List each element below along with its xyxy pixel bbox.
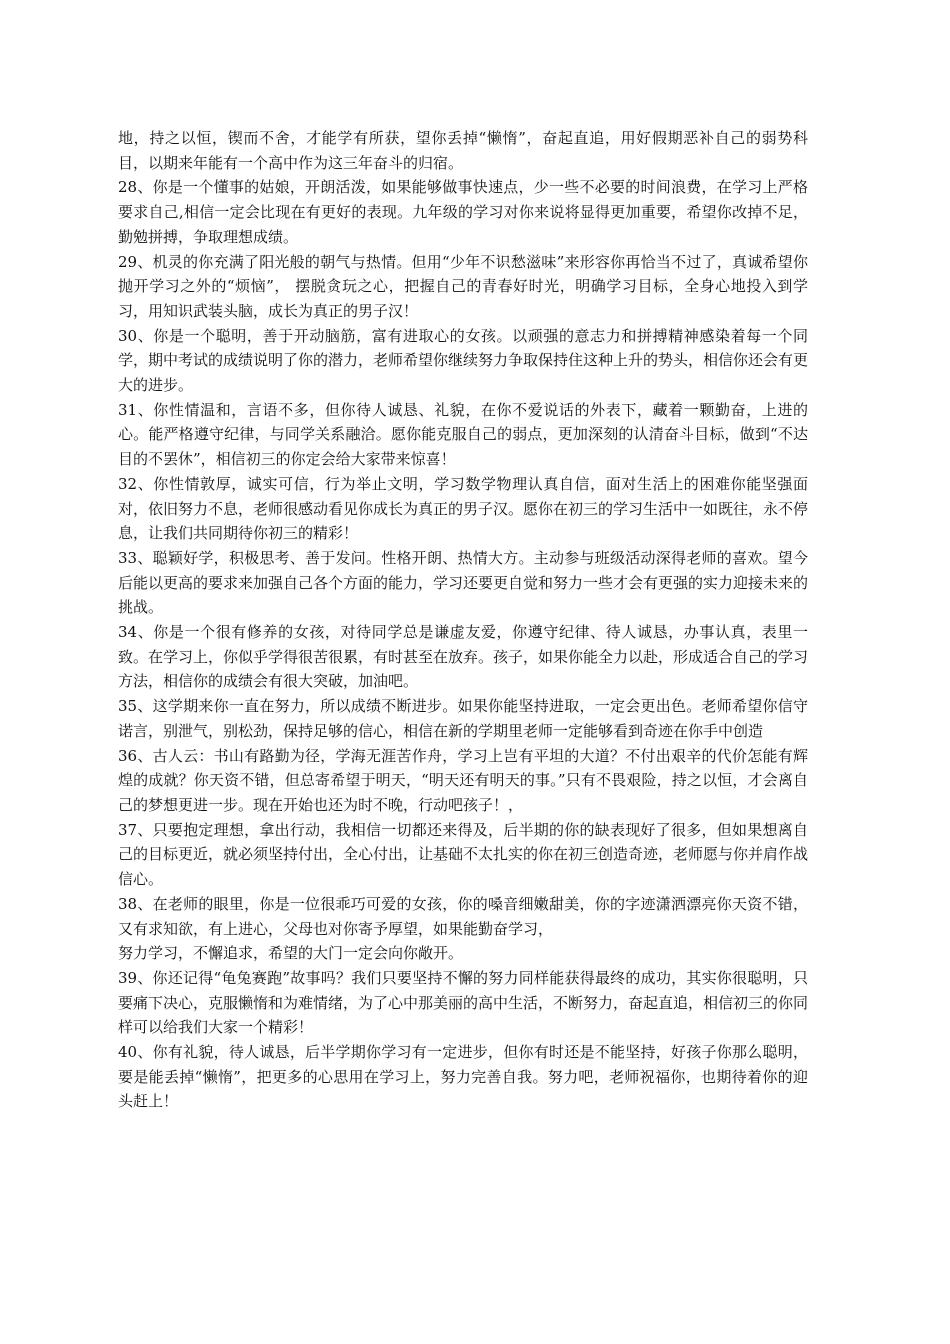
paragraph-29 bbox=[118, 250, 808, 324]
paragraph-line: 33、聪颖好学，积极思考、善于发问。性格开朗、热情大方。主动参与班级活动深得老师的喜欢。望今后能以更高的要求来加强自己各个方面的能力，学习还要更自觉和努力一些才会有更强的实力迎接未来的挑战。 bbox=[118, 548, 809, 617]
paragraph-line: 37、只要抱定理想，拿出行动，我相信一切都还来得及，后半期的你的缺表现好了很多，但如果想离自己的目标更近，就必须坚持付出，全心付出，让基础不太扎实的你在初三创造奇迹，老师愿与你并肩作战信心。 bbox=[118, 820, 809, 889]
paragraph-continuation bbox=[118, 126, 808, 175]
paragraph-40 bbox=[118, 1040, 808, 1114]
paragraph-line: 30、你是一个聪明，善于开动脑筋，富有进取心的女孩。以顽强的意志力和拼搏精神感染着每一个同学，期中考试的成绩说明了你的潜力，老师希望你继续努力争取保持住这种上升的势头，相信你还会有更大的进步。 bbox=[118, 326, 809, 395]
paragraph-line: 31、你性情温和，言语不多，但你待人诚恳、礼貌，在你不爱说话的外表下，藏着一颗勤奋，上进的心。能严格遵守纪律，与同学关系融洽。愿你能克服自己的弱点，更加深刻的认清奋斗目标，做到“不达目的不罢休”，相信初三的你定会给大家带来惊喜！ bbox=[118, 400, 808, 469]
paragraph-line: 39、你还记得“龟兔赛跑”故事吗？我们只要坚持不懈的努力同样能获得最终的成功，其实你很聪明，只要痛下决心，克服懒惰和为难情绪，为了心中那美丽的高中生活，不断努力，奋起直追，相信初三的你同样可以给我们大家一个精彩！ bbox=[118, 968, 809, 1037]
document-body bbox=[118, 126, 808, 1114]
paragraph-line: 努力学习，不懈追求，希望的大门一定会向你敞开。 bbox=[118, 944, 464, 963]
paragraph-line: 40、你有礼貌，待人诚恳，后半学期你学习有一定进步，但你有时还是不能坚持，好孩子你那么聪明，要是能丢掉“懒惰”，把更多的心思用在学习上，努力完善自我。努力吧，老师祝福你，也期待着你的迎头赶上！ bbox=[118, 1043, 808, 1111]
paragraph-30 bbox=[118, 324, 808, 398]
paragraph-32 bbox=[118, 472, 808, 546]
paragraph-36 bbox=[118, 744, 808, 818]
paragraph-line: 地，持之以恒，锲而不舍，才能学有所获，望你丢掉“懒惰”，奋起直追，用好假期恶补自己的弱势科目，以期来年能有一个高中作为这三年奋斗的归宿。 bbox=[118, 129, 808, 172]
paragraph-line: 38、在老师的眼里，你是一位很乖巧可爱的女孩，你的嗓音细嫩甜美，你的字迹潇洒漂亮你天资不错，又有求知欲，有上进心，父母也对你寄予厚望，如果能勤奋学习， bbox=[118, 894, 808, 938]
paragraph-33 bbox=[118, 546, 808, 620]
paragraph-line: 36、古人云：书山有路勤为径，学海无涯苦作舟，学习上岂有平坦的大道？不付出艰辛的代价怎能有辉煌的成就？你天资不错，但总寄希望于明天，“明天还有明天的事。”只有不畏艰险，持之以恒，才会离自己的梦想更进一步。现在开始也还为时不晚，行动吧孩子！， bbox=[118, 746, 808, 814]
paragraph-34 bbox=[118, 620, 808, 694]
paragraph-line: 28、你是一个懂事的姑娘，开朗活泼，如果能够做事快速点，少一些不必要的时间浪费，在学习上严格要求自己,相信一定会比现在有更好的表现。九年级的学习对你来说将显得更加重要，希望你改掉不足，勤勉拼搏，争取理想成绩。 bbox=[118, 178, 808, 246]
paragraph-39 bbox=[118, 966, 808, 1040]
paragraph-35 bbox=[118, 694, 808, 743]
paragraph-line: 34、你是一个很有修养的女孩，对待同学总是谦虚友爱，你遵守纪律、待人诚恳，办事认真，表里一致。在学习上，你似乎学得很苦很累，有时甚至在放弃。孩子，如果你能全力以赴，形成适合自己的学习方法，相信你的成绩会有很大突破，加油吧。 bbox=[118, 623, 809, 691]
paragraph-28 bbox=[118, 175, 808, 249]
paragraph-line: 35、这学期来你一直在努力，所以成绩不断进步。如果你能坚持进取，一定会更出色。老师希望你信守诺言，别泄气，别松劲，保持足够的信心，相信在新的学期里老师一定能够看到奇迹在你手中创造 bbox=[118, 697, 808, 740]
paragraph-37 bbox=[118, 818, 808, 892]
paragraph-38 bbox=[118, 892, 808, 966]
paragraph-line: 29、机灵的你充满了阳光般的朝气与热情。但用“少年不识愁滋味”来形容你再恰当不过了，真诚希望你抛开学习之外的“烦恼”， 摆脱贪玩之心，把握自己的青春好时光，明确学习目标，全身心地投入到学习，用知识武装头脑，成长为真正的男子汉！ bbox=[118, 252, 808, 320]
paragraph-line: 32、你性情敦厚，诚实可信，行为举止文明，学习数学物理认真自信，面对生活上的困难你能坚强面对，依旧努力不息，老师很感动看见你成长为真正的男子汉。愿你在初三的学习生活中一如既往，永不停息，让我们共同期待你初三的精彩！ bbox=[118, 474, 809, 543]
paragraph-31 bbox=[118, 398, 808, 472]
